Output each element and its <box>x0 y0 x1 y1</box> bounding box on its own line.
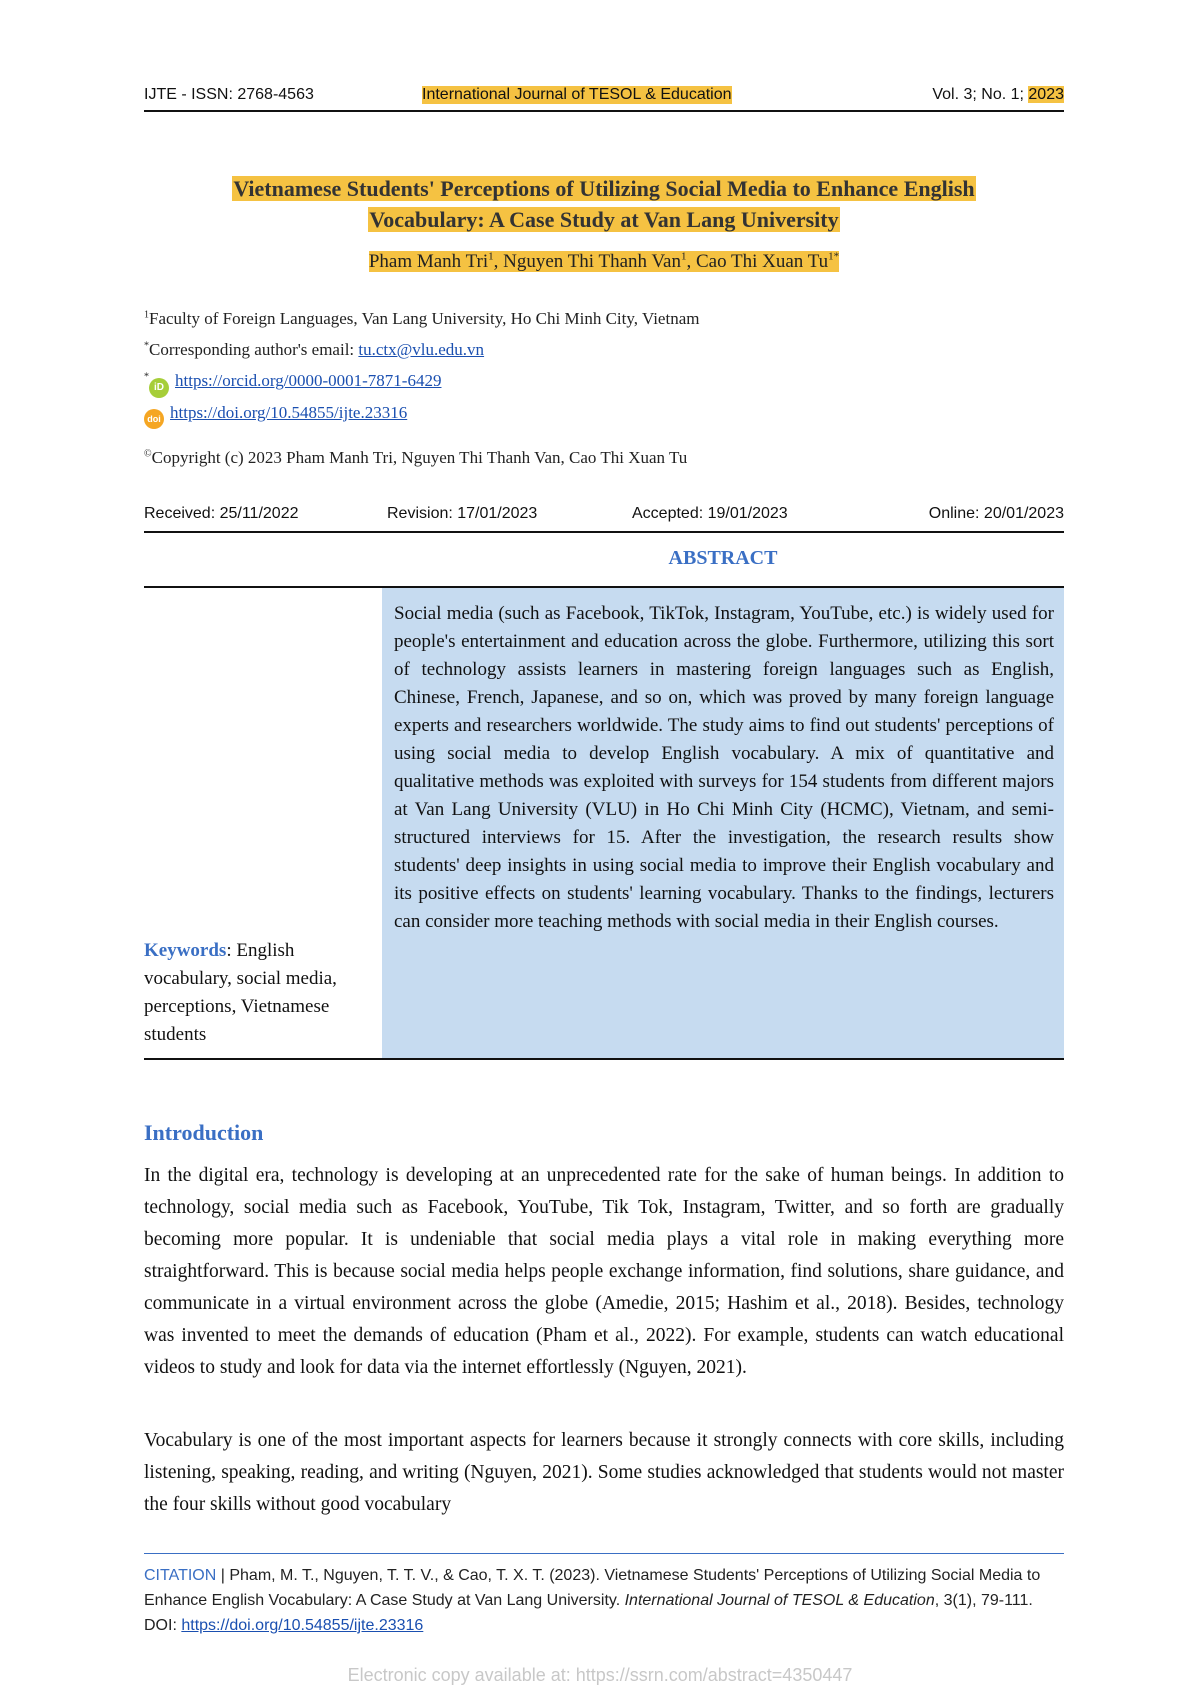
copyright-icon: © <box>144 448 152 460</box>
volume-year: 2023 <box>1028 86 1064 103</box>
abstract-text: Social media (such as Facebook, TikTok, Instagram, YouTube, etc.) is widely used for people's entertainment and education across the globe. Furthermore, utilizing this sort of technology assists learners in mastering foreign languages such as English, Chinese, French, Japanese, and so on, which was proved by many foreign language experts and researchers worldwide. The study aims to find out students' perceptions of using social media to develop English vocabulary. A mix of quantitative and qualitative methods was exploited with surveys for 154 students from different majors at Van Lang University (VLU) in Ho Chi Minh City (HCMC), Vietnam, and semi-structured interviews for 15. After the investigation, the research results show students' deep insights in using social media to improve their English vocabulary and its positive effects on students' learning vocabulary. Thanks to the findings, lecturers can consider more teaching methods with social media in their English courses. <box>394 603 1054 932</box>
author-sep: , <box>493 251 504 273</box>
date-received: Received: 25/11/2022 <box>144 505 299 522</box>
citation-doi-link[interactable]: https://doi.org/10.54855/ijte.23316 <box>181 1617 424 1634</box>
orcid-link[interactable]: https://orcid.org/0000-0001-7871-6429 <box>175 371 442 390</box>
orcid-line: *iD https://orcid.org/0000-0001-7871-6429 <box>144 371 441 398</box>
volume-issue <box>932 86 1064 104</box>
citation-block: CITATION | Pham, M. T., Nguyen, T. T. V., & Cao, T. X. T. (2023). Vietnamese Students' Perceptions of Utilizing Social Media to Enhance English Vocabulary: A Case Study at Van Lang University. International Journal of TESOL & Education, 3(1), 79-111. DOI: https://doi.org/10.54855/ijte.23316 <box>144 1567 1041 1634</box>
keywords-label: Keywords <box>144 940 227 961</box>
keywords-list: : English vocabulary, social media, perceptions, Vietnamese students <box>144 940 337 1045</box>
title-line-2: Vocabulary: A Case Study at Van Lang University <box>369 207 839 232</box>
author-3: Cao Thi Xuan $Tu^{1*}$ <box>696 251 840 273</box>
date-accepted: Accepted: 19/01/2023 <box>632 505 788 522</box>
email-link[interactable]: tu.ctx@vlu.edu.vn <box>358 340 485 359</box>
body-paragraph-1: In the digital era, technology is developing at an unprecedented rate for the sake of human beings. In addition to technology, social media such as Facebook, YouTube, Tik Tok, Instagram, Twitter, and so forth are gradually becoming more popular. It is undeniable that social media plays a vital role in making everything more straightforward. This is because social media helps people exchange information, find solutions, share guidance, and communicate in a virtual environment across the globe (Amedie, 2015; Hashim et al., 2018). Besides, technology was invented to meet the demands of education (Pham et al., 2022). For example, students can watch educational videos to study and look for data via the internet effortlessly (Nguyen, 2021). <box>144 1165 1064 1378</box>
dates-rule <box>144 531 1064 533</box>
publication-dates <box>144 505 1064 527</box>
citation-journal: International Journal of TESOL & Education <box>624 1592 935 1609</box>
author-list <box>144 251 1064 273</box>
copyright: ©Copyright (c) 2023 Pham Manh Tri, Nguyen Thi Thanh Van, Cao Thi Xuan Tu <box>144 448 688 467</box>
ssrn-watermark: Electronic copy available at: https://ssrn.com/abstract=4350447 <box>347 1665 853 1685</box>
paper-title <box>144 173 1064 235</box>
journal-name: International Journal of TESOL & Education <box>422 86 732 103</box>
author-sep: , <box>686 251 696 273</box>
volume-label: Vol. 3; No. 1; <box>932 86 1029 103</box>
author-1: Pham Manh Tri$^1$ <box>368 251 494 273</box>
journal-issn: IJTE - ISSN: 2768-4563 <box>144 86 314 103</box>
abstract-heading: ABSTRACT <box>668 547 778 569</box>
header-rule <box>144 110 1064 112</box>
running-header <box>144 86 1064 108</box>
corresponding-email: *Corresponding author's email: tu.ctx@vlu.edu.vn <box>144 340 485 359</box>
keywords <box>144 937 354 1049</box>
abstract-bottom-rule <box>144 1058 1064 1060</box>
body-paragraph-2: Vocabulary is one of the most important aspects for learners because it strongly connects with core skills, including listening, speaking, reading, and writing (Nguyen, 2021). Some studies acknowledged that students would not master the four skills without good vocabulary <box>144 1430 1064 1515</box>
doi-link[interactable]: https://doi.org/10.54855/ijte.23316 <box>170 403 408 422</box>
citation-label: CITATION <box>144 1567 217 1584</box>
doi-icon: doi <box>144 409 164 429</box>
title-line-1: Vietnamese Students' Perceptions of Utilizing Social Media to Enhance English <box>233 176 975 201</box>
doi-line <box>144 403 407 429</box>
orcid-icon: iD <box>149 378 169 398</box>
date-revision: Revision: 17/01/2023 <box>387 505 538 522</box>
citation-rule <box>144 1553 1064 1554</box>
section-heading-introduction: Introduction <box>144 1120 264 1145</box>
date-online: Online: 20/01/2023 <box>928 505 1064 522</box>
author-2: Nguyen Thi Thanh Van$^1$ <box>503 251 687 273</box>
affiliation: $^1$Faculty of Foreign Languages, Van Lang University, Ho Chi Minh City, Vietnam <box>144 309 700 328</box>
